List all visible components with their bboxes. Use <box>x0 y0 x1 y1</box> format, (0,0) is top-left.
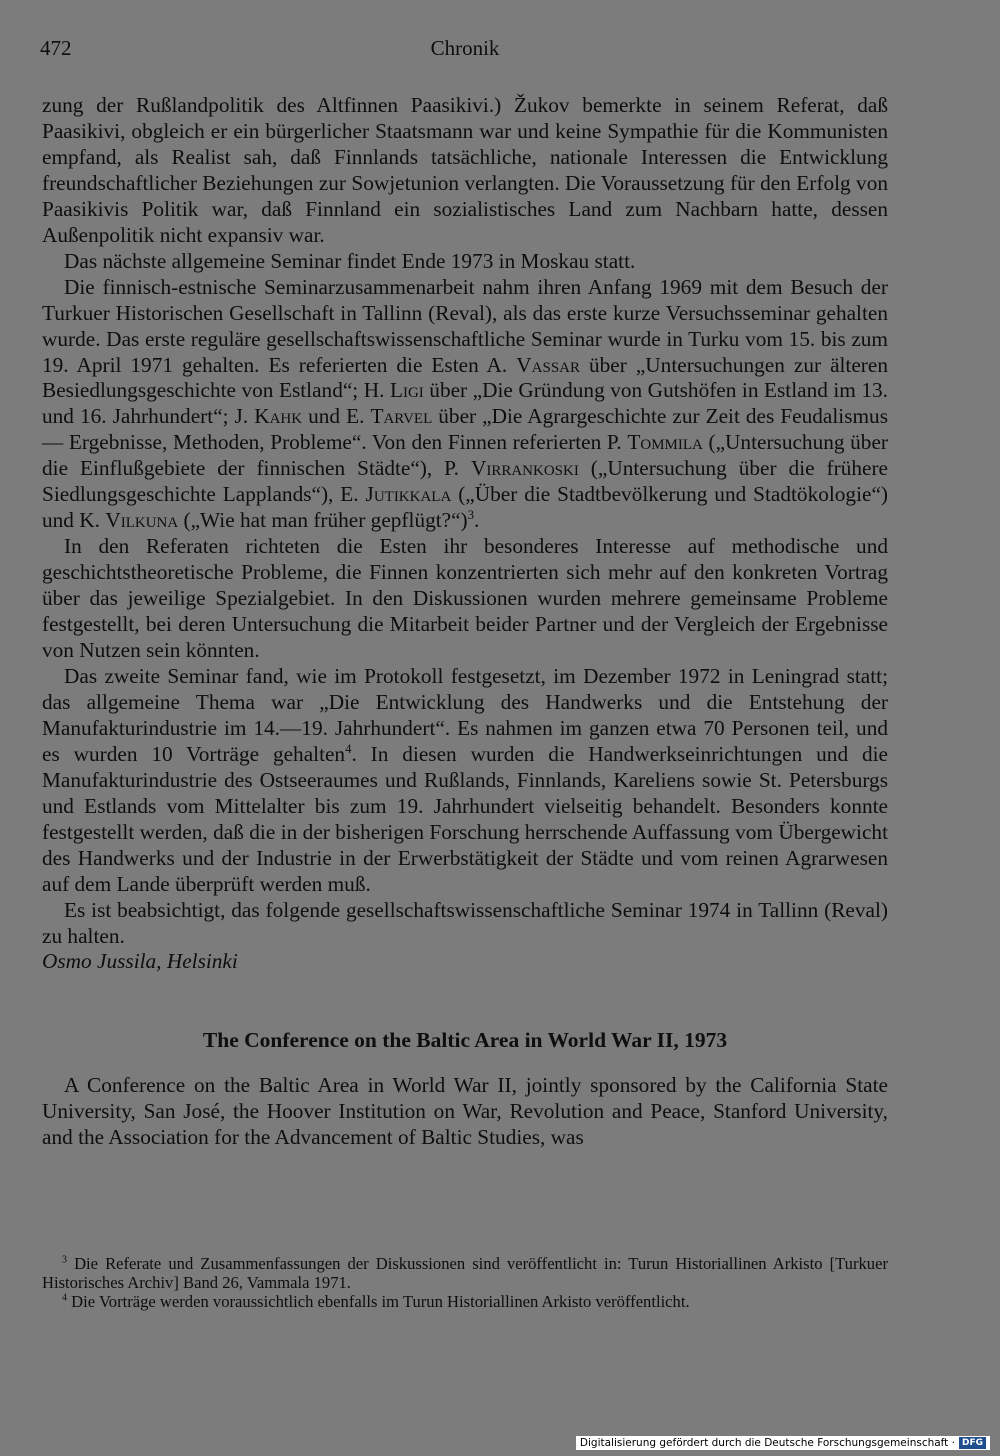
text-run: . In diesen wurden die Handwerkseinrichtungen und die Manufakturindustrie des Ostseeraumes und Rußlands, Finnlands, Kareliens sowie St. Petersburgs und Estlands vom Mittelalter bis zum 19. Jahrhundert vielseitig behandelt. Besonders konnte festgestellt werden, daß die in der bisherigen Forschung herrschende Auffassung vom Übergewicht des Handwerks und der Industrie in der Erwerbstätigkeit der Städte und vom reinen Agrarwesen auf dem Lande überprüft werden muß. <box>42 741 888 896</box>
footnote-mark: 4 <box>62 1292 67 1304</box>
page-number: 472 <box>40 36 72 60</box>
text-run: und E. <box>302 404 371 429</box>
paragraph-7: A Conference on the Baltic Area in World War II, jointly sponsored by the California State University, San José, the Hoover Institution on War, Revolution and Peace, Stanford University, and the Association for the Advancement of Baltic Studies, was <box>42 1073 888 1150</box>
text-run: („Untersuchung über die Einflußgebiete der finnischen Städte“), P. <box>42 430 888 481</box>
text-run: („Über die Stadtbevölkerung und Stadtökologie“) und K. <box>42 482 888 533</box>
author-name: Ligi <box>389 378 424 403</box>
text-run: über „Untersuchungen zur älteren Besiedlungsgeschichte von Estland“; H. <box>42 352 888 403</box>
text-run: . <box>474 508 480 533</box>
paragraph-5 <box>42 664 888 898</box>
author-name: Virrankoski <box>470 456 579 481</box>
footnote-mark: 3 <box>62 1254 67 1266</box>
author-name: Vilkuna <box>105 508 179 533</box>
digitization-footer <box>576 1436 990 1450</box>
paragraph-4: In den Referaten richteten die Esten ihr besonderes Interesse auf methodische und geschichtstheoretische Probleme, die Finnen konzentrierten sich mehr auf den konkreten Vortrag über das jeweilige Spezialgebiet. In den Diskussionen wurden mehrere gemeinsame Probleme festgestellt, bei deren Untersuchung die Mitarbeit beider Partner und der Vergleich der Ergebnisse von Nutzen sein könnten. <box>42 534 888 663</box>
running-title: Chronik <box>430 36 500 60</box>
footnote-ref: 4 <box>345 741 352 756</box>
text-run: über „Die Gründung von Gutshöfen in Estland im 13. und 16. Jahrhundert“; J. <box>42 378 888 429</box>
footnote-text: Die Vorträge werden voraussichtlich ebenfalls im Turun Historiallinen Arkisto veröffentlicht. <box>71 1292 690 1311</box>
author-name: Jutikkala <box>365 482 452 507</box>
author-name: Vassar <box>516 352 581 377</box>
section-title: The Conference on the Baltic Area in World War II, 1973 <box>202 1028 728 1053</box>
text-run: Das zweite Seminar fand, wie im Protokoll festgesetzt, im Dezember 1972 in Leningrad statt; das allgemeine Thema war „Die Entwicklung des Handwerks und die Entstehung der Manufakturindustrie im 14.—19. Jahrhundert“. Es nahmen im ganzen etwa 70 Personen teil, und es wurden 10 Vorträge gehalten <box>42 663 888 766</box>
paragraph-1: zung der Rußlandpolitik des Altfinnen Paasikivi.) Žukov bemerkte in seinem Referat, daß Paasikivi, obgleich er ein bürgerlicher Staatsmann war und keine Sympathie für die Kommunisten empfand, als Realist sah, daß Finnlands tatsächliche, nationale Interessen die Entwicklung freundschaftlicher Beziehungen zur Sowjetunion verlangten. Die Voraussetzung für den Erfolg von Paasikivis Politik war, daß Finnland ein sozialistisches Land zum Nachbarn hatte, dessen Außenpolitik nicht expansiv war. <box>42 93 888 247</box>
footnote-4 <box>42 1292 888 1311</box>
text-run: Die finnisch-estnische Seminarzusammenarbeit nahm ihren Anfang 1969 mit dem Besuch der Turkuer Historischen Gesellschaft in Tallinn (Reval), als das erste kurze Versuchsseminar gehalten wurde. Das erste reguläre gesellschaftswissenschaftliche Seminar wurde in Turku vom 15. bis zum 19. April 1971 gehalten. Es referierten die Esten A. <box>42 274 888 377</box>
footnote-ref: 3 <box>467 508 475 523</box>
footnote-3 <box>42 1254 888 1292</box>
paragraph-2: Das nächste allgemeine Seminar findet Ende 1973 in Moskau statt. <box>64 248 636 273</box>
paragraph-6: Es ist beabsichtigt, das folgende gesellschaftswissenschaftliche Seminar 1974 in Tallinn (Reval) zu halten. <box>42 897 888 948</box>
author-name: Kahk <box>254 404 303 429</box>
footer-text: Digitalisierung gefördert durch die Deutsche Forschungsgemeinschaft · <box>579 1437 955 1449</box>
author-name: Tommila <box>627 430 703 455</box>
text-run: („Wie hat man früher gepflügt?“) <box>178 508 468 533</box>
body-text <box>42 93 888 1151</box>
page-header <box>40 36 890 68</box>
author-signature: Osmo Jussila, Helsinki <box>42 949 238 974</box>
footnote-text: Die Referate und Zusammenfassungen der Diskussionen sind veröffentlicht in: Turun Historiallinen Arkisto [Turkuer Historisches Archiv] Band 26, Vammala 1971. <box>42 1254 888 1292</box>
author-name: Tarvel <box>370 404 433 429</box>
text-run: über „Die Agrargeschichte zur Zeit des Feudalismus — Ergebnisse, Methoden, Probleme“. Von den Finnen referierten P. <box>42 404 888 455</box>
footnotes <box>42 1254 888 1311</box>
dfg-logo-icon: DFG <box>959 1437 986 1449</box>
text-run: („Untersuchung über die frühere Siedlungsgeschichte Lapplands“), E. <box>42 456 888 507</box>
paragraph-3 <box>42 275 888 535</box>
